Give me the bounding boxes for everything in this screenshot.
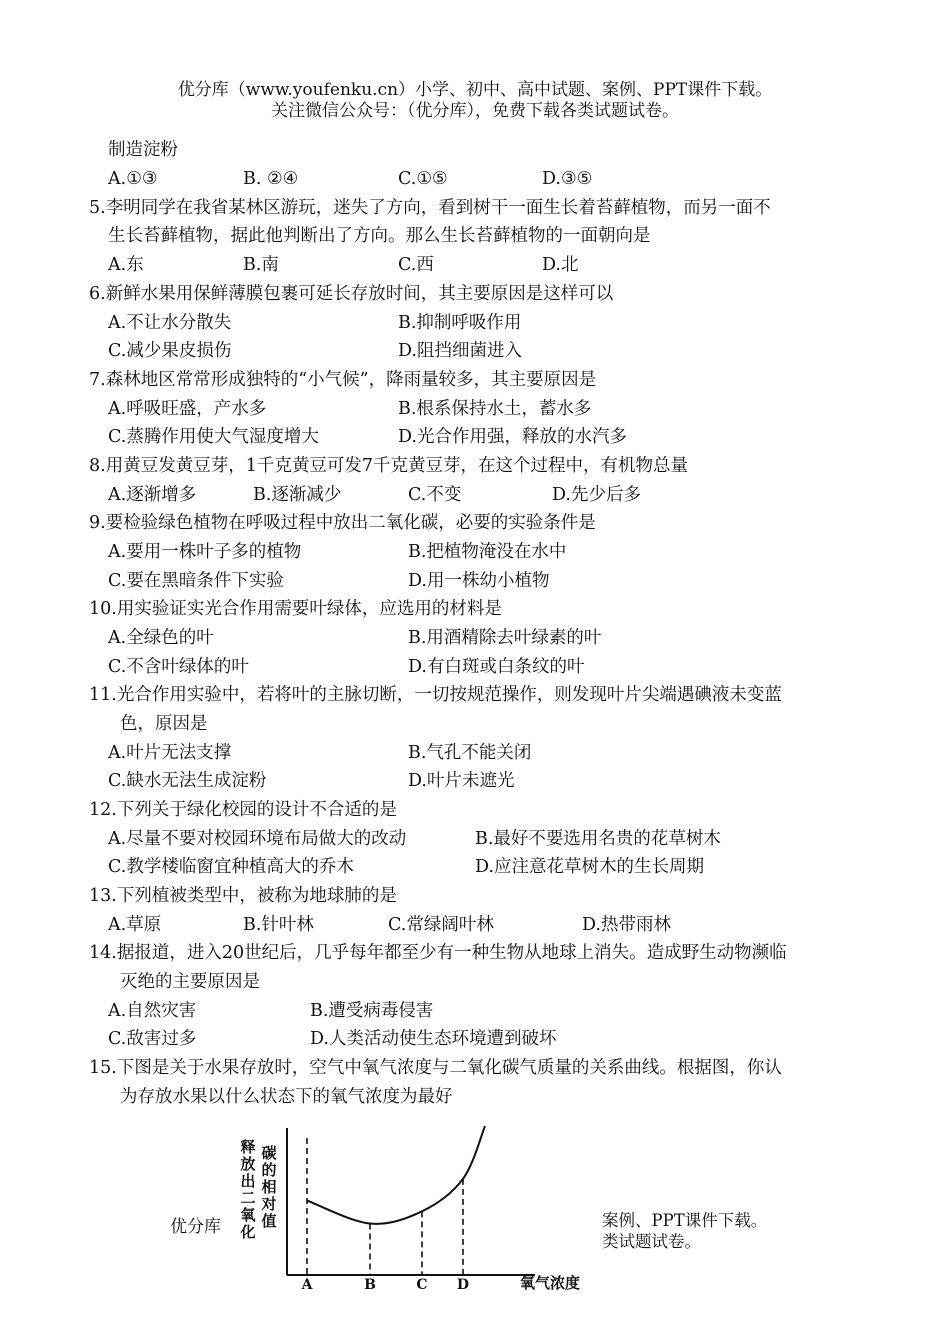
option-b: B.抑制呼吸作用 <box>398 313 522 333</box>
question-11-cont: 色，原因是 <box>120 714 208 734</box>
question-11: 11.光合作用实验中，若将叶的主脉切断，一切按规范操作，则发现叶片尖端遇碘液未变蓝 <box>89 685 782 705</box>
y-label-char: 二 <box>240 1189 256 1207</box>
option-b: B.气孔不能关闭 <box>408 743 532 763</box>
option-c: C.常绿阔叶林 <box>388 915 494 935</box>
question-14-cont: 灭绝的主要原因是 <box>120 972 260 992</box>
option-c: C.不含叶绿体的叶 <box>108 657 249 677</box>
option-a: A.自然灾害 <box>108 1001 197 1021</box>
option-d: D.有白斑或白条纹的叶 <box>408 657 585 677</box>
oxygen-co2-chart <box>230 1118 600 1298</box>
question-5: 5.李明同学在我省某林区游玩，迷失了方向，看到树干一面生长着苔藓植物，而另一面不 <box>89 198 771 218</box>
y-label-char: 的 <box>261 1161 277 1179</box>
footer-right <box>602 1210 767 1252</box>
option-b: B.把植物淹没在水中 <box>408 542 567 562</box>
question-8: 8.用黄豆发黄豆芽，1千克黄豆可发7千克黄豆芽，在这个过程中，有机物总量 <box>89 456 688 476</box>
question-13: 13.下列植被类型中，被称为地球肺的是 <box>89 886 397 906</box>
option-d: D.光合作用强，释放的水汽多 <box>398 427 627 447</box>
option-a: A.草原 <box>108 915 162 935</box>
question-9: 9.要检验绿色植物在呼吸过程中放出二氧化碳，必要的实验条件是 <box>89 513 596 533</box>
question-14: 14.据报道，进入20世纪后，几乎每年都至少有一种生物从地球上消失。造成野生动物濒临 <box>89 943 787 963</box>
option-a: A.逐渐增多 <box>108 485 197 505</box>
header-line-2: 关注微信公众号：（优分库），免费下载各类试题试卷。 <box>271 101 679 121</box>
option-a: A.①③ <box>108 169 158 189</box>
co2-curve <box>307 1126 485 1224</box>
option-b: B.南 <box>243 255 279 275</box>
y-label-char: 值 <box>261 1212 277 1230</box>
option-a: A.东 <box>108 255 144 275</box>
option-c: C.敌害过多 <box>108 1029 197 1049</box>
question-12: 12.下列关于绿化校园的设计不合适的是 <box>89 800 397 820</box>
option-c: C.不变 <box>408 485 462 505</box>
y-label-char: 氧 <box>240 1206 256 1224</box>
option-d: D.③⑤ <box>542 169 593 189</box>
question-4-tail: 制造淀粉 <box>108 140 178 160</box>
y-axis-label-col1 <box>239 1138 256 1241</box>
header-line-1: 优分库（www.youfenku.cn）小学、初中、高中试题、案例、PPT课件下载。 <box>177 80 773 100</box>
y-axis-label-col2 <box>260 1144 276 1230</box>
option-b: B.根系保持水土，蓄水多 <box>398 399 592 419</box>
option-d: D.应注意花草树木的生长周期 <box>475 857 704 877</box>
question-6: 6.新鲜水果用保鲜薄膜包裹可延长存放时间，其主要原因是这样可以 <box>89 284 614 304</box>
option-d: D.北 <box>542 255 579 275</box>
option-a: A.尽量不要对校园环境布局做大的改动 <box>108 829 407 849</box>
option-d: D.热带雨林 <box>582 915 671 935</box>
question-5-cont: 生长苔藓植物，据此他判断出了方向。那么生长苔藓植物的一面朝向是 <box>108 226 651 246</box>
option-d: D.人类活动使生态环境遭到破坏 <box>310 1029 557 1049</box>
option-a: A.要用一株叶子多的植物 <box>108 542 302 562</box>
option-a: A.叶片无法支撑 <box>108 743 232 763</box>
x-tick-b: B <box>364 1277 376 1293</box>
footer-right-line-1: 案例、PPT课件下载。 <box>602 1211 768 1230</box>
footer-left: 优分库 <box>170 1217 221 1237</box>
question-10: 10.用实验证实光合作用需要叶绿体，应选用的材料是 <box>89 599 502 619</box>
question-15-cont: 为存放水果以什么状态下的氧气浓度为最好 <box>120 1087 453 1107</box>
option-b: B.最好不要选用名贵的花草树木 <box>475 829 721 849</box>
x-axis-label: 氧气浓度 <box>520 1274 581 1292</box>
option-b: B.用酒精除去叶绿素的叶 <box>408 628 602 648</box>
y-label-char: 对 <box>261 1195 277 1213</box>
option-d: D.用一株幼小植物 <box>408 571 550 591</box>
x-tick-c: C <box>416 1277 428 1293</box>
option-b: B.遭受病毒侵害 <box>310 1001 434 1021</box>
option-d: D.阻挡细菌进入 <box>398 341 522 361</box>
option-c: C.教学楼临窗宜种植高大的乔木 <box>108 857 354 877</box>
option-b: B.逐渐减少 <box>253 485 342 505</box>
option-a: A.不让水分散失 <box>108 313 232 333</box>
question-15: 15.下图是关于水果存放时，空气中氧气浓度与二氧化碳气质量的关系曲线。根据图，你认 <box>89 1058 782 1078</box>
option-a: A.全绿色的叶 <box>108 628 214 648</box>
y-label-char: 放 <box>240 1155 256 1173</box>
y-label-char: 相 <box>261 1178 277 1196</box>
option-d: D.叶片未遮光 <box>408 771 515 791</box>
option-c: C.减少果皮损伤 <box>108 341 232 361</box>
option-a: A.呼吸旺盛，产水多 <box>108 399 267 419</box>
footer-right-line-2: 类试题试卷。 <box>602 1232 701 1251</box>
option-c: C.西 <box>398 255 434 275</box>
option-b: B. ②④ <box>243 169 299 189</box>
question-7: 7.森林地区常常形成独特的“小气候”，降雨量较多，其主要原因是 <box>89 370 597 390</box>
y-label-char: 碳 <box>261 1144 277 1162</box>
option-c: C.①⑤ <box>398 169 448 189</box>
y-label-char: 释 <box>240 1138 256 1156</box>
option-d: D.先少后多 <box>552 485 641 505</box>
option-c: C.要在黑暗条件下实验 <box>108 571 284 591</box>
x-tick-d: D <box>456 1277 470 1293</box>
option-c: C.缺水无法生成淀粉 <box>108 771 267 791</box>
option-b: B.针叶林 <box>243 915 314 935</box>
y-label-char: 化 <box>240 1223 256 1241</box>
x-tick-a: A <box>301 1277 313 1293</box>
y-label-char: 出 <box>240 1172 256 1190</box>
option-c: C.蒸腾作用使大气湿度增大 <box>108 427 319 447</box>
